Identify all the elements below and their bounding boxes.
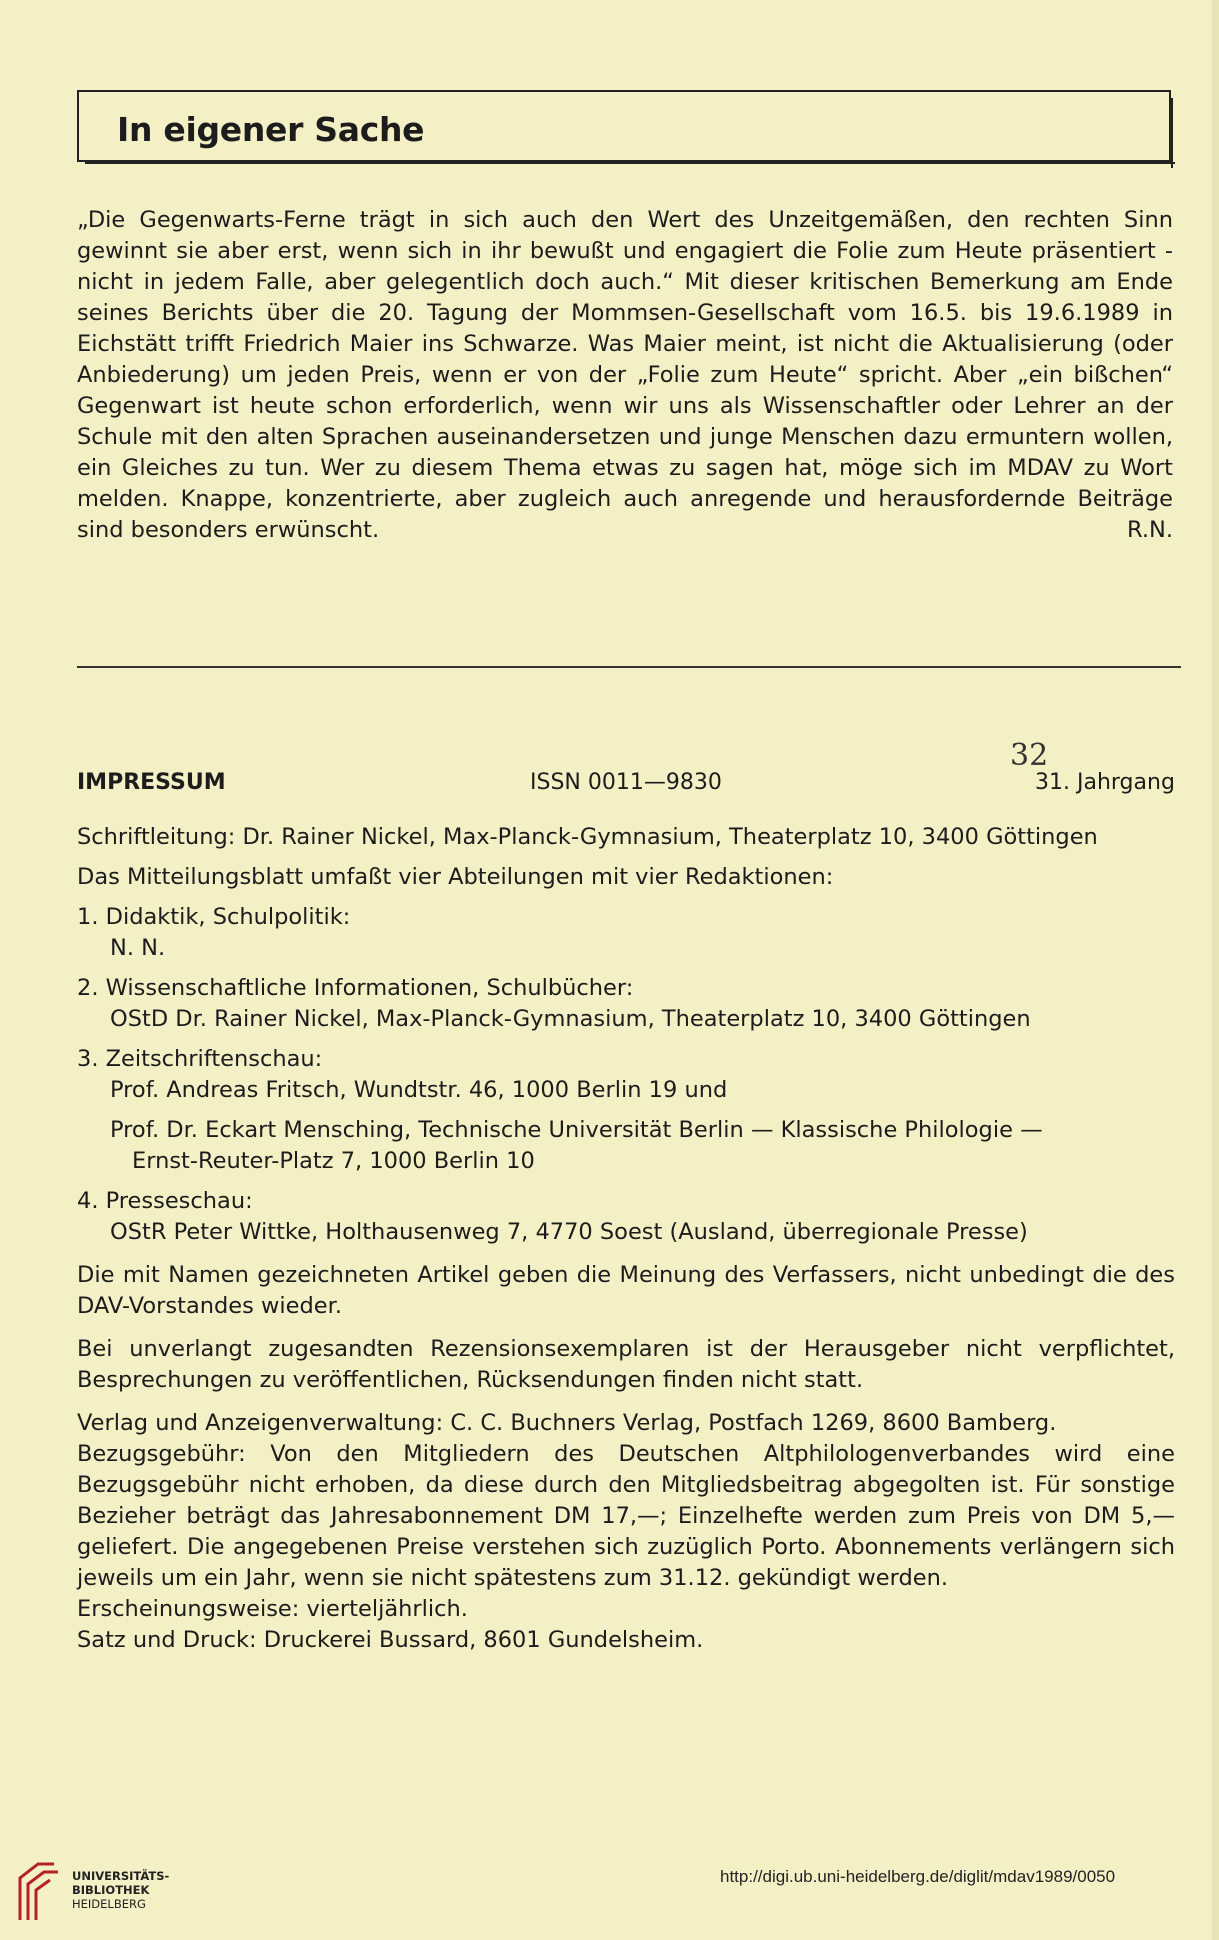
item-label: 1. Didaktik, Schulpolitik:: [77, 904, 351, 930]
item-line: Prof. Dr. Eckart Mensching, Technische Universität Berlin — Klassische Philologie —: [110, 1117, 1043, 1143]
rezension-note: Bei unverlangt zugesandten Rezensionsexemplaren ist der Herausgeber nicht verpflichtet, Besprechungen zu veröffentlichen, Rücksendungen finden nicht statt.: [77, 1336, 1175, 1393]
item-label: 4. Presseschau:: [77, 1188, 253, 1214]
item-line: OStR Peter Wittke, Holthausenweg 7, 4770 Soest (Ausland, überregionale Presse): [110, 1219, 1028, 1245]
disclaimer: Die mit Namen gezeichneten Artikel geben die Meinung des Verfassers, nicht unbedingt die des DAV-Vorstandes wieder.: [77, 1262, 1175, 1319]
library-name-line: UNIVERSITÄTS-: [72, 1869, 170, 1883]
library-name-line: BIBLIOTHEK: [72, 1883, 150, 1897]
schriftleitung: Schriftleitung: Dr. Rainer Nickel, Max-Planck-Gymnasium, Theaterplatz 10, 3400 Göttingen: [77, 824, 1098, 850]
item-line: OStD Dr. Rainer Nickel, Max-Planck-Gymnasium, Theaterplatz 10, 3400 Göttingen: [110, 1006, 1031, 1032]
item-line: Ernst-Reuter-Platz 7, 1000 Berlin 10: [132, 1148, 535, 1174]
item-line: N. N.: [110, 935, 166, 961]
page-edge: [1212, 0, 1219, 1940]
intro-text: „Die Gegenwarts-Ferne trägt in sich auch den Wert des Unzeitgemäßen, den rechten Sinn gewinnt sie aber erst, wenn sich in ihr bewußt und engagiert die Folie zum Heute präsentiert - nicht in jedem Falle, aber gelegentlich doch auch.“ Mit dieser kritischen Bemerkung am Ende seines Berichts über die 20. Tagung der Mommsen-Gesellschaft vom 16.5. bis 19.6.1989 in Eichstätt trifft Friedrich Maier ins Schwarze. Was Maier meint, ist nicht die Aktualisierung (oder Anbiederung) um jeden Preis, wenn er von der „Folie zum Heute“ spricht. Aber „ein bißchen“ Gegenwart ist heute schon erforderlich, wenn wir uns als Wissenschaftler oder Lehrer an der Schule mit den alten Sprachen auseinandersetzen und junge Menschen dazu ermuntern wollen, ein Gleiches zu tun. Wer zu diesem Thema etwas zu sagen hat, möge sich im MDAV zu Wort melden. Knappe, konzentrierte, aber zugleich auch anregende und herausfordernde Beiträge sind besonders erwünscht.: [77, 207, 1173, 543]
impressum-body: [77, 822, 1175, 1656]
library-logo-icon: [14, 1860, 60, 1922]
section-title: In eigener Sache: [117, 110, 425, 149]
handwritten-correction: 32: [1010, 738, 1049, 773]
satz-druck: Satz und Druck: Druckerei Bussard, 8601 Gundelsheim.: [77, 1627, 704, 1653]
item-label: 3. Zeitschriftenschau:: [77, 1046, 323, 1072]
horizontal-rule: [77, 666, 1181, 668]
verlag: Verlag und Anzeigenverwaltung: C. C. Buchners Verlag, Postfach 1269, 8600 Bamberg.: [77, 1410, 1057, 1436]
abteilungen-intro: Das Mitteilungsblatt umfaßt vier Abteilungen mit vier Redaktionen:: [77, 864, 834, 890]
impressum-title: IMPRESSUM: [77, 770, 226, 795]
box-shadow-bottom: [85, 162, 1175, 164]
erscheinungsweise: Erscheinungsweise: vierteljährlich.: [77, 1596, 468, 1622]
intro-signature: R.N.: [1127, 517, 1173, 543]
section-title-box: [77, 90, 1171, 162]
source-url-link[interactable]: http://digi.ub.uni-heidelberg.de/diglit/mdav1989/0050: [720, 1867, 1116, 1886]
library-name: [72, 1869, 169, 1911]
intro-paragraph: [77, 205, 1173, 546]
library-name-line: HEIDELBERG: [72, 1897, 146, 1911]
issn: ISSN 0011—9830: [530, 770, 722, 795]
item-line: Prof. Andreas Fritsch, Wundtstr. 46, 1000 Berlin 19 und: [110, 1077, 728, 1103]
volume-year: 31. Jahrgang: [1035, 770, 1175, 795]
item-label: 2. Wissenschaftliche Informationen, Schulbücher:: [77, 975, 634, 1001]
box-shadow-right: [1171, 98, 1173, 168]
bezug: Bezugsgebühr: Von den Mitgliedern des Deutschen Altphilologenverbandes wird eine Bezugsgebühr nicht erhoben, da diese durch den Mitgliedsbeitrag abgegolten ist. Für sonstige Bezieher beträgt das Jahresabonnement DM 17,—; Einzelhefte werden zum Preis von DM 5,— geliefert. Die angegebenen Preise verstehen sich zuzüglich Porto. Abonnements verlängern sich jeweils um ein Jahr, wenn sie nicht spätestens zum 31.12. gekündigt werden.: [77, 1441, 1175, 1591]
